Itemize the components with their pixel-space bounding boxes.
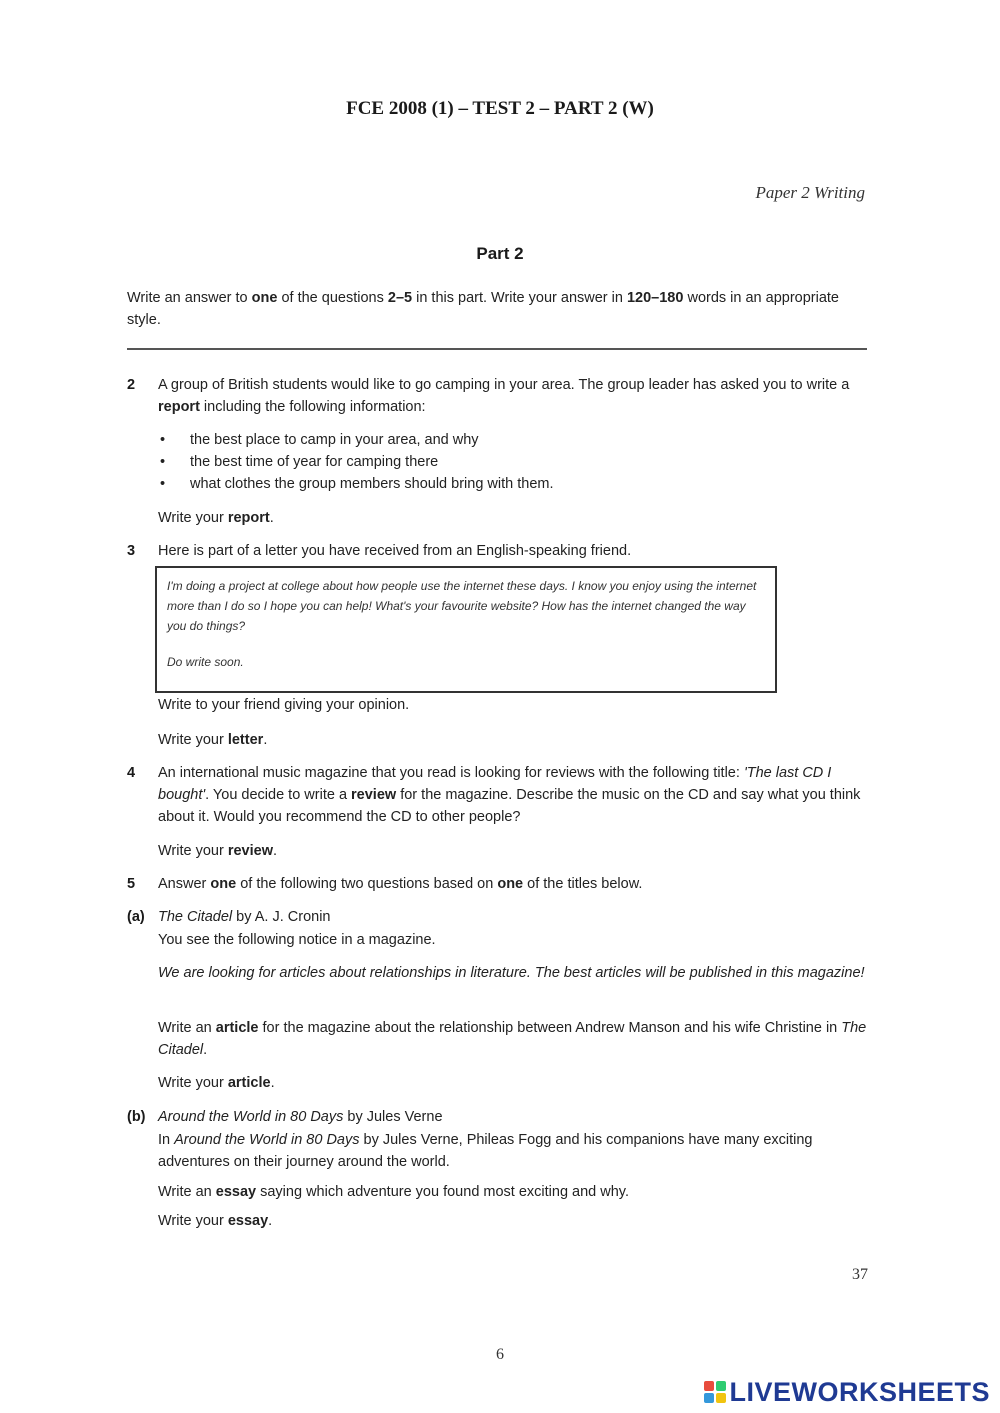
intro-bold-one: one [251, 290, 278, 306]
question-4-number: 4 [127, 765, 136, 781]
q3-instr-text: . [263, 732, 268, 748]
logo-text: LIVEWORKSHEETS [729, 1376, 990, 1407]
q5a-instr-text: . [270, 1075, 275, 1091]
q5a-text: Write an [158, 1020, 216, 1036]
section-divider [127, 348, 867, 350]
paper-label: Paper 2 Writing [755, 183, 865, 202]
question-5a-task [158, 1017, 870, 1061]
q5b-text: saying which adventure you found most exciting and why. [256, 1184, 630, 1200]
logo-tile [716, 1393, 726, 1403]
question-5b-instruction [158, 1210, 870, 1232]
intro-bold-wordcount: 120–180 [626, 290, 684, 306]
question-4-prompt [158, 762, 870, 828]
q5a-instr-text: Write your [158, 1075, 228, 1091]
question-5a-notice-intro: You see the following notice in a magazine. [158, 932, 436, 948]
q2-text: A group of British students would like to go camping in your area. The group leader has asked you to write a [158, 377, 850, 393]
question-4-instruction [158, 840, 870, 862]
bullet-icon: • [160, 476, 166, 492]
question-5b-book [158, 1106, 870, 1128]
q5-text: of the titles below. [523, 876, 643, 892]
q5a-bold-article: article [215, 1020, 259, 1036]
book-page-number: 37 [852, 1266, 868, 1283]
question-2-instruction [158, 507, 870, 529]
q4-instr-text: . [273, 843, 278, 859]
letter-body: I'm doing a project at college about how people use the internet these days. I know you enjoy using the internet more than I do so I hope you can help! What's your favourite website? How has the internet changed the way you do things? [167, 579, 757, 633]
q5b-text: Write an [158, 1184, 216, 1200]
question-5b-label: (b) [127, 1109, 146, 1125]
page-number: 6 [496, 1346, 504, 1363]
question-3-instruction [158, 729, 870, 751]
q5b-book-author: by Jules Verne [343, 1109, 443, 1125]
q5a-italic-title: The Citadel [158, 1020, 867, 1058]
q5b-instr-text: Write your [158, 1213, 228, 1229]
logo-tile [704, 1393, 714, 1403]
q2-instr-text: Write your [158, 510, 228, 526]
q5b-bold-essay: essay [215, 1184, 257, 1200]
q5b-text: by Jules Verne, Phileas Fogg and his companions have many exciting adventures on their journey around the world. [158, 1132, 813, 1170]
question-5-number: 5 [127, 876, 136, 892]
question-2-bullet-list [158, 429, 858, 495]
list-item-text: the best time of year for camping there [190, 454, 439, 470]
part-heading: Part 2 [476, 244, 524, 263]
q5a-book-title: The Citadel [158, 909, 233, 925]
q5-bold-one: one [497, 876, 524, 892]
page-title: FCE 2008 (1) – TEST 2 – PART 2 (W) [346, 98, 654, 119]
letter-signoff: Do write soon. [167, 655, 244, 669]
question-3-task: Write to your friend giving your opinion. [158, 697, 410, 713]
intro-text: words in an appropriate style. [127, 290, 840, 328]
q5a-instr-bold: article [227, 1075, 271, 1091]
q5-bold-one: one [210, 876, 237, 892]
list-item-text: the best place to camp in your area, and why [190, 432, 479, 448]
q4-instr-text: Write your [158, 843, 228, 859]
q4-bold-review: review [351, 787, 397, 803]
q2-instr-text: . [269, 510, 274, 526]
list-item [158, 451, 858, 473]
letter-excerpt-box [155, 566, 777, 693]
q3-instr-bold: letter [227, 732, 264, 748]
logo-tile [716, 1381, 726, 1391]
q4-text: for the magazine. Describe the music on the CD and say what you think about it. Would you recommend the CD to other people? [158, 787, 861, 825]
q3-instr-text: Write your [158, 732, 228, 748]
q4-text: . You decide to write a [205, 787, 352, 803]
part-instructions [127, 287, 872, 331]
liveworksheets-logo[interactable] [704, 1376, 990, 1408]
question-2-number: 2 [127, 377, 136, 393]
q5b-instr-text: . [268, 1213, 273, 1229]
question-5a-label: (a) [127, 909, 145, 925]
question-5-prompt [158, 873, 870, 895]
intro-text: Write an answer to [127, 290, 252, 306]
q5b-book-title: Around the World in 80 Days [158, 1109, 344, 1125]
logo-icon [704, 1381, 726, 1403]
q5a-book-author: by A. J. Cronin [232, 909, 331, 925]
question-5a-book [158, 906, 870, 928]
logo-tile [704, 1381, 714, 1391]
q5b-italic-title: Around the World in 80 Days [174, 1132, 360, 1148]
q4-text: An international music magazine that you read is looking for reviews with the following title: [158, 765, 744, 781]
q5a-text: . [203, 1042, 208, 1058]
bullet-icon: • [160, 454, 166, 470]
question-3-prompt: Here is part of a letter you have received from an English-speaking friend. [158, 543, 632, 559]
question-3-number: 3 [127, 543, 136, 559]
intro-text: in this part. Write your answer in [412, 290, 627, 306]
q2-bold-report: report [158, 399, 200, 415]
question-5b-task [158, 1181, 870, 1203]
q2-instr-bold: report [227, 510, 270, 526]
q5-text: Answer [158, 876, 211, 892]
q5b-text: In [158, 1132, 175, 1148]
question-5b-description [158, 1129, 870, 1173]
list-item-text: what clothes the group members should bring with them. [190, 476, 554, 492]
intro-text: of the questions [277, 290, 388, 306]
intro-bold-range: 2–5 [387, 290, 413, 306]
question-5a-notice: We are looking for articles about relationships in literature. The best articles will be published in this magazine! [158, 965, 865, 981]
bullet-icon: • [160, 432, 166, 448]
q5a-text: for the magazine about the relationship between Andrew Manson and his wife Christine in [258, 1020, 842, 1036]
question-5a-instruction [158, 1072, 870, 1094]
q4-italic-title: 'The last CD I bought' [158, 765, 832, 803]
list-item [158, 473, 858, 495]
q2-text: including the following information: [199, 399, 426, 415]
list-item [158, 429, 858, 451]
q5-text: of the following two questions based on [236, 876, 498, 892]
question-2-prompt [158, 374, 870, 418]
q4-instr-bold: review [227, 843, 273, 859]
q5b-instr-bold: essay [227, 1213, 269, 1229]
